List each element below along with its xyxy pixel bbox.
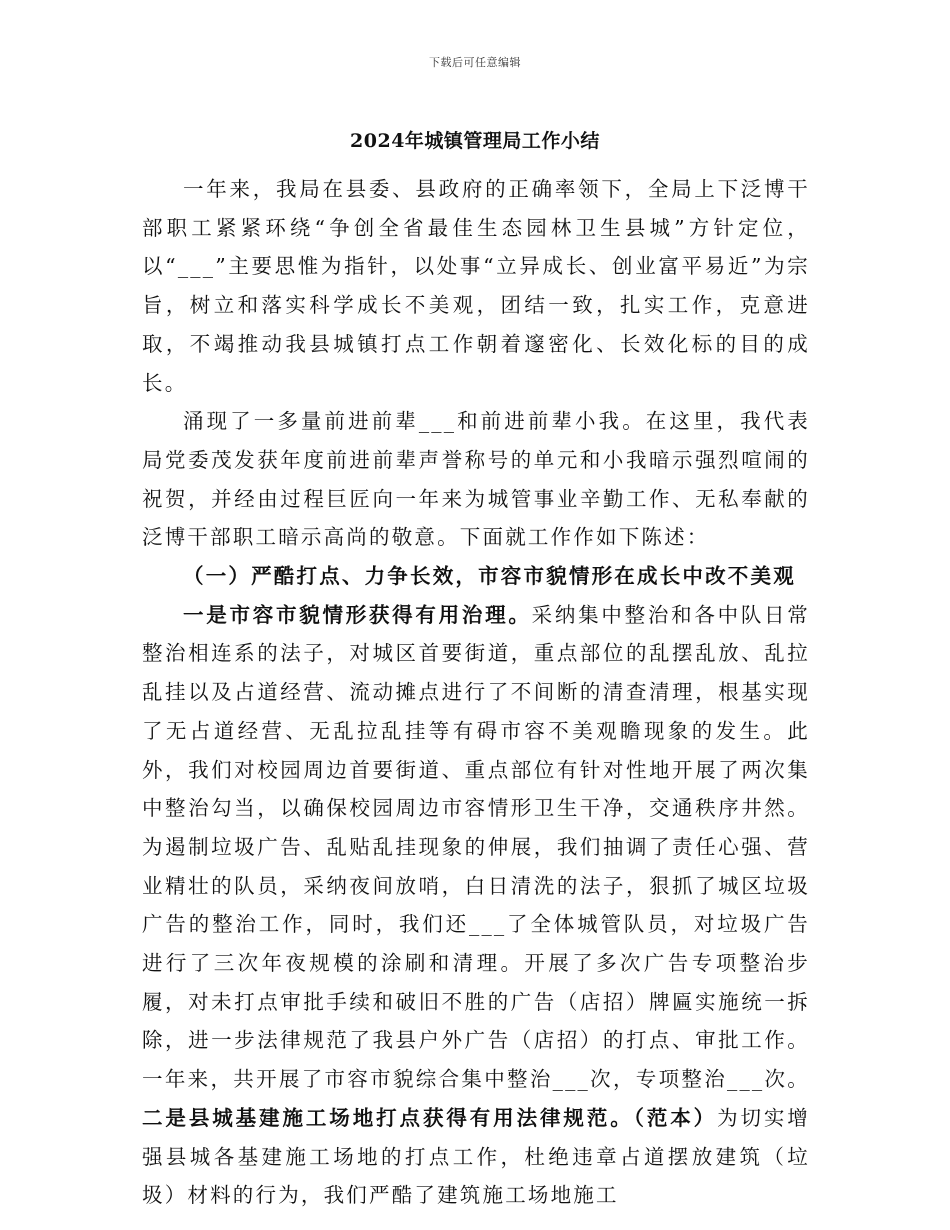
document-title: 2024年城镇管理局工作小结	[350, 130, 600, 152]
point-heading-2: 二是县城基建施工场地打点获得有用法律规范。（范本）	[142, 1105, 718, 1130]
point-text-1: 采纳集中整治和各中队日常整治相连系的法子，对城区首要街道，重点部位的乱摆乱放、乱拉乱挂以及占道经营、流动摊点进行了不间断的清查清理，根基实现了无占道经营、无乱拉乱挂等有碍市容不美观瞻现象的发生。此外，我们对校园周边首要街道、重点部位有针对性地开展了两次集中整治勾当，以确保校园周边市容情形卫生干净，交通秩序井然。为遏制垃圾广告、乱贴乱挂现象的伸展，我们抽调了责任心强、营业精壮的队员，采纳夜间放哨，白日清洗的法子，狠抓了城区垃圾广告的整治工作，同时，我们还___了全体城管队员，对垃圾广告进行了三次年夜规模的涂刷和清理。开展了多次广告专项整治步履，对未打点审批手续和破旧不胜的广告（店招）牌匾实施统一拆除，进一步法律规范了我县户外广告（店招）的打点、审批工作。一年来，共开展了市容市貌综合集中整治___次，专项整治___次。	[142, 602, 811, 1092]
paragraph-intro: 一年来，我局在县委、县政府的正确率领下，全局上下泛博干部职工紧紧环绕“争创全省最佳生态园林卫生县城”方针定位，以“___”主要思惟为指针，以处事“立异成长、创业富平易近”为宗旨，树立和落实科学成长不美观，团结一致，扎实工作，克意进取，不竭推动我县城镇打点工作朝着邃密化、长效化标的目的成长。	[142, 177, 810, 395]
document-body	[142, 170, 810, 1215]
point-text-2: 为切实增强县城各基建施工场地的打点工作，杜绝违章占道摆放建筑（垃圾）材料的行为，我们严酷了建筑施工场地施工	[142, 1105, 810, 1208]
paragraph-city-appearance	[142, 596, 810, 1215]
section-heading-1: （一）严酷打点、力争长效，市容市貌情形在成长中改不美观	[183, 564, 796, 589]
point-heading-1: 一是市容市貌情形获得有用治理。	[183, 602, 532, 627]
header-note: 下载后可任意编辑	[429, 56, 521, 69]
paragraph-commendation: 涌现了一多量前进前辈___和前进前辈小我。在这里，我代表局党委茂发获年度前进前辈声誉称号的单元和小我暗示强烈喧闹的祝贺，并经由过程巨匠向一年来为城管事业辛勤工作、无私奉献的泛博干部职工暗示高尚的敬意。下面就工作作如下陈述：	[142, 409, 810, 550]
